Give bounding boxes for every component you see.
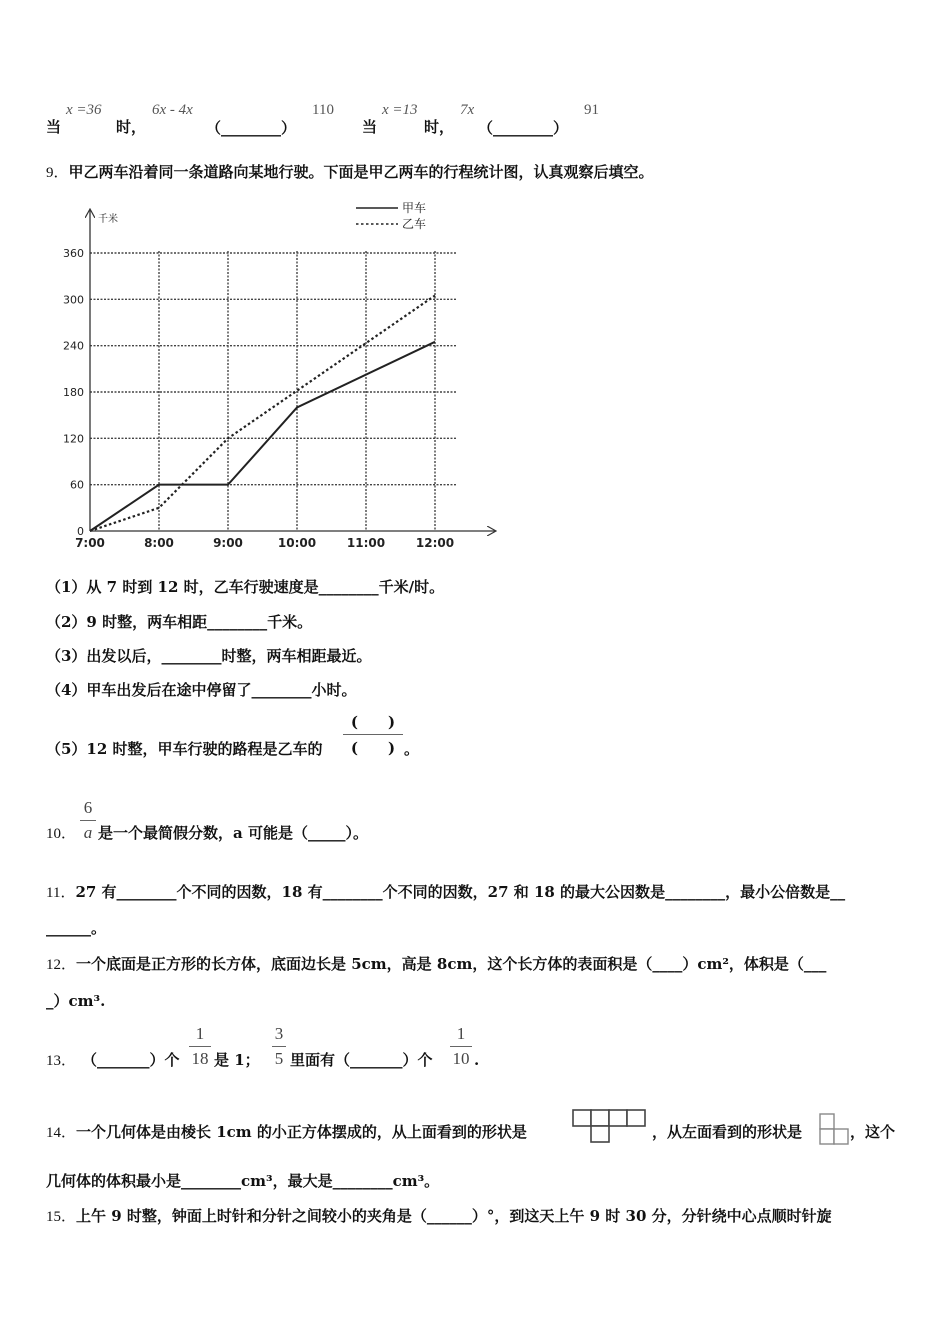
blank-1[interactable]: （________） xyxy=(206,119,297,137)
x-tick-label: 11:00 xyxy=(346,536,386,550)
q9-sub1: （1）从 7 时到 12 时，乙车行驶速度是________千米/时。 xyxy=(46,578,445,596)
q13-fraction-2: 3 5 xyxy=(272,1024,286,1069)
value-110: 110 xyxy=(312,102,334,118)
q14-line1c: ，这个 xyxy=(850,1123,896,1141)
q10-frac-num: 6 xyxy=(83,798,93,817)
x-tick-label: 9:00 xyxy=(213,536,243,550)
y-tick-label: 120 xyxy=(63,432,84,446)
x-equals-13: x =13 xyxy=(382,102,418,118)
q13-part1: （_______）个 xyxy=(82,1051,180,1069)
legend-label-甲车: 甲车 xyxy=(402,201,427,215)
q14-line2: 几何体的体积最小是________cm³，最大是________cm³。 xyxy=(46,1172,440,1190)
q13-part2: 是 1； xyxy=(214,1051,260,1069)
top-view-shape xyxy=(571,1108,649,1146)
blank-2[interactable]: （________） xyxy=(478,119,569,137)
x-tick-label: 10:00 xyxy=(277,536,317,550)
q9-sub5: （5）12 时整，甲车行驶的路程是乙车的 xyxy=(46,740,323,758)
y-tick-label: 300 xyxy=(63,293,84,307)
shi-label-2: 时， xyxy=(424,118,455,136)
q10-number: 10． xyxy=(46,826,77,842)
expr-7x: 7x xyxy=(460,102,475,118)
q9-sub5-fraction xyxy=(343,711,403,758)
q11-line1: 11．27 有________个不同的因数，18 有________个不同的因数，27 和 18 的最大公因数是________，最小公倍数是__ xyxy=(46,883,846,901)
q9-sub4: （4）甲车出发后在途中停留了________小时。 xyxy=(46,681,357,699)
q10-text: 是一个最简假分数，a 可能是（_____）。 xyxy=(98,824,368,842)
legend-label-乙车: 乙车 xyxy=(402,217,427,231)
y-tick-label: 0 xyxy=(77,525,84,538)
q9-sub5-numerator[interactable]: ( ) xyxy=(350,713,396,731)
x-tick-label: 12:00 xyxy=(415,536,455,550)
value-91: 91 xyxy=(584,102,599,118)
q10-frac-den: a xyxy=(83,823,93,842)
q13-fraction-3: 1 10 xyxy=(450,1024,472,1069)
q13-part4: . xyxy=(474,1051,480,1069)
y-tick-label: 60 xyxy=(70,478,84,492)
q9-sub5-denominator[interactable]: ( ) xyxy=(350,739,396,757)
x-equals-36: x =36 xyxy=(66,102,102,118)
q9-sub3: （3）出发以后，________时整，两车相距最近。 xyxy=(46,647,372,665)
q11-line2: ______。 xyxy=(46,919,107,937)
q9-number: 9． xyxy=(46,165,69,181)
q13-number: 13． xyxy=(46,1053,77,1069)
left-view-shape xyxy=(818,1112,850,1148)
travel-chart xyxy=(56,196,516,556)
shi-label-1: 时， xyxy=(116,118,147,136)
x-tick-label: 7:00 xyxy=(75,536,105,550)
q9-sub5-end: 。 xyxy=(404,740,420,758)
q10-fraction xyxy=(80,798,96,843)
q12-line2: _）cm³. xyxy=(46,992,106,1010)
series-line-甲车 xyxy=(90,342,435,531)
y-tick-label: 360 xyxy=(63,247,84,260)
q15-line: 15．上午 9 时整，钟面上时针和分针之间较小的夹角是（______）°，到这天上午 9 时 30 分，分针绕中心点顺时针旋 xyxy=(46,1207,832,1225)
dang-label-2: 当 xyxy=(362,118,378,136)
y-axis-label: 千米 xyxy=(98,214,118,225)
q13-part3: 里面有（_______）个 xyxy=(290,1051,433,1069)
q9-sub2: （2）9 时整，两车相距________千米。 xyxy=(46,613,313,631)
x-tick-label: 8:00 xyxy=(144,536,174,550)
q14-line1b: ，从左面看到的形状是 xyxy=(652,1123,803,1141)
q9-line xyxy=(46,163,654,182)
y-tick-label: 180 xyxy=(63,386,84,399)
q9-text: 甲乙两车沿着同一条道路向某地行驶。下面是甲乙两车的行程统计图，认真观察后填空。 xyxy=(68,163,654,181)
q12-line1: 12．一个底面是正方形的长方体，底面边长是 5cm，高是 8cm，这个长方体的表面积是（____）cm²，体积是（___ xyxy=(46,955,827,973)
dang-label-1: 当 xyxy=(46,118,62,136)
q13-fraction-1: 1 18 xyxy=(189,1024,211,1069)
expr-6x-4x: 6x - 4x xyxy=(152,102,193,118)
q14-line1a: 14．一个几何体是由棱长 1cm 的小正方体摆成的，从上面看到的形状是 xyxy=(46,1123,527,1141)
y-tick-label: 240 xyxy=(63,339,84,353)
